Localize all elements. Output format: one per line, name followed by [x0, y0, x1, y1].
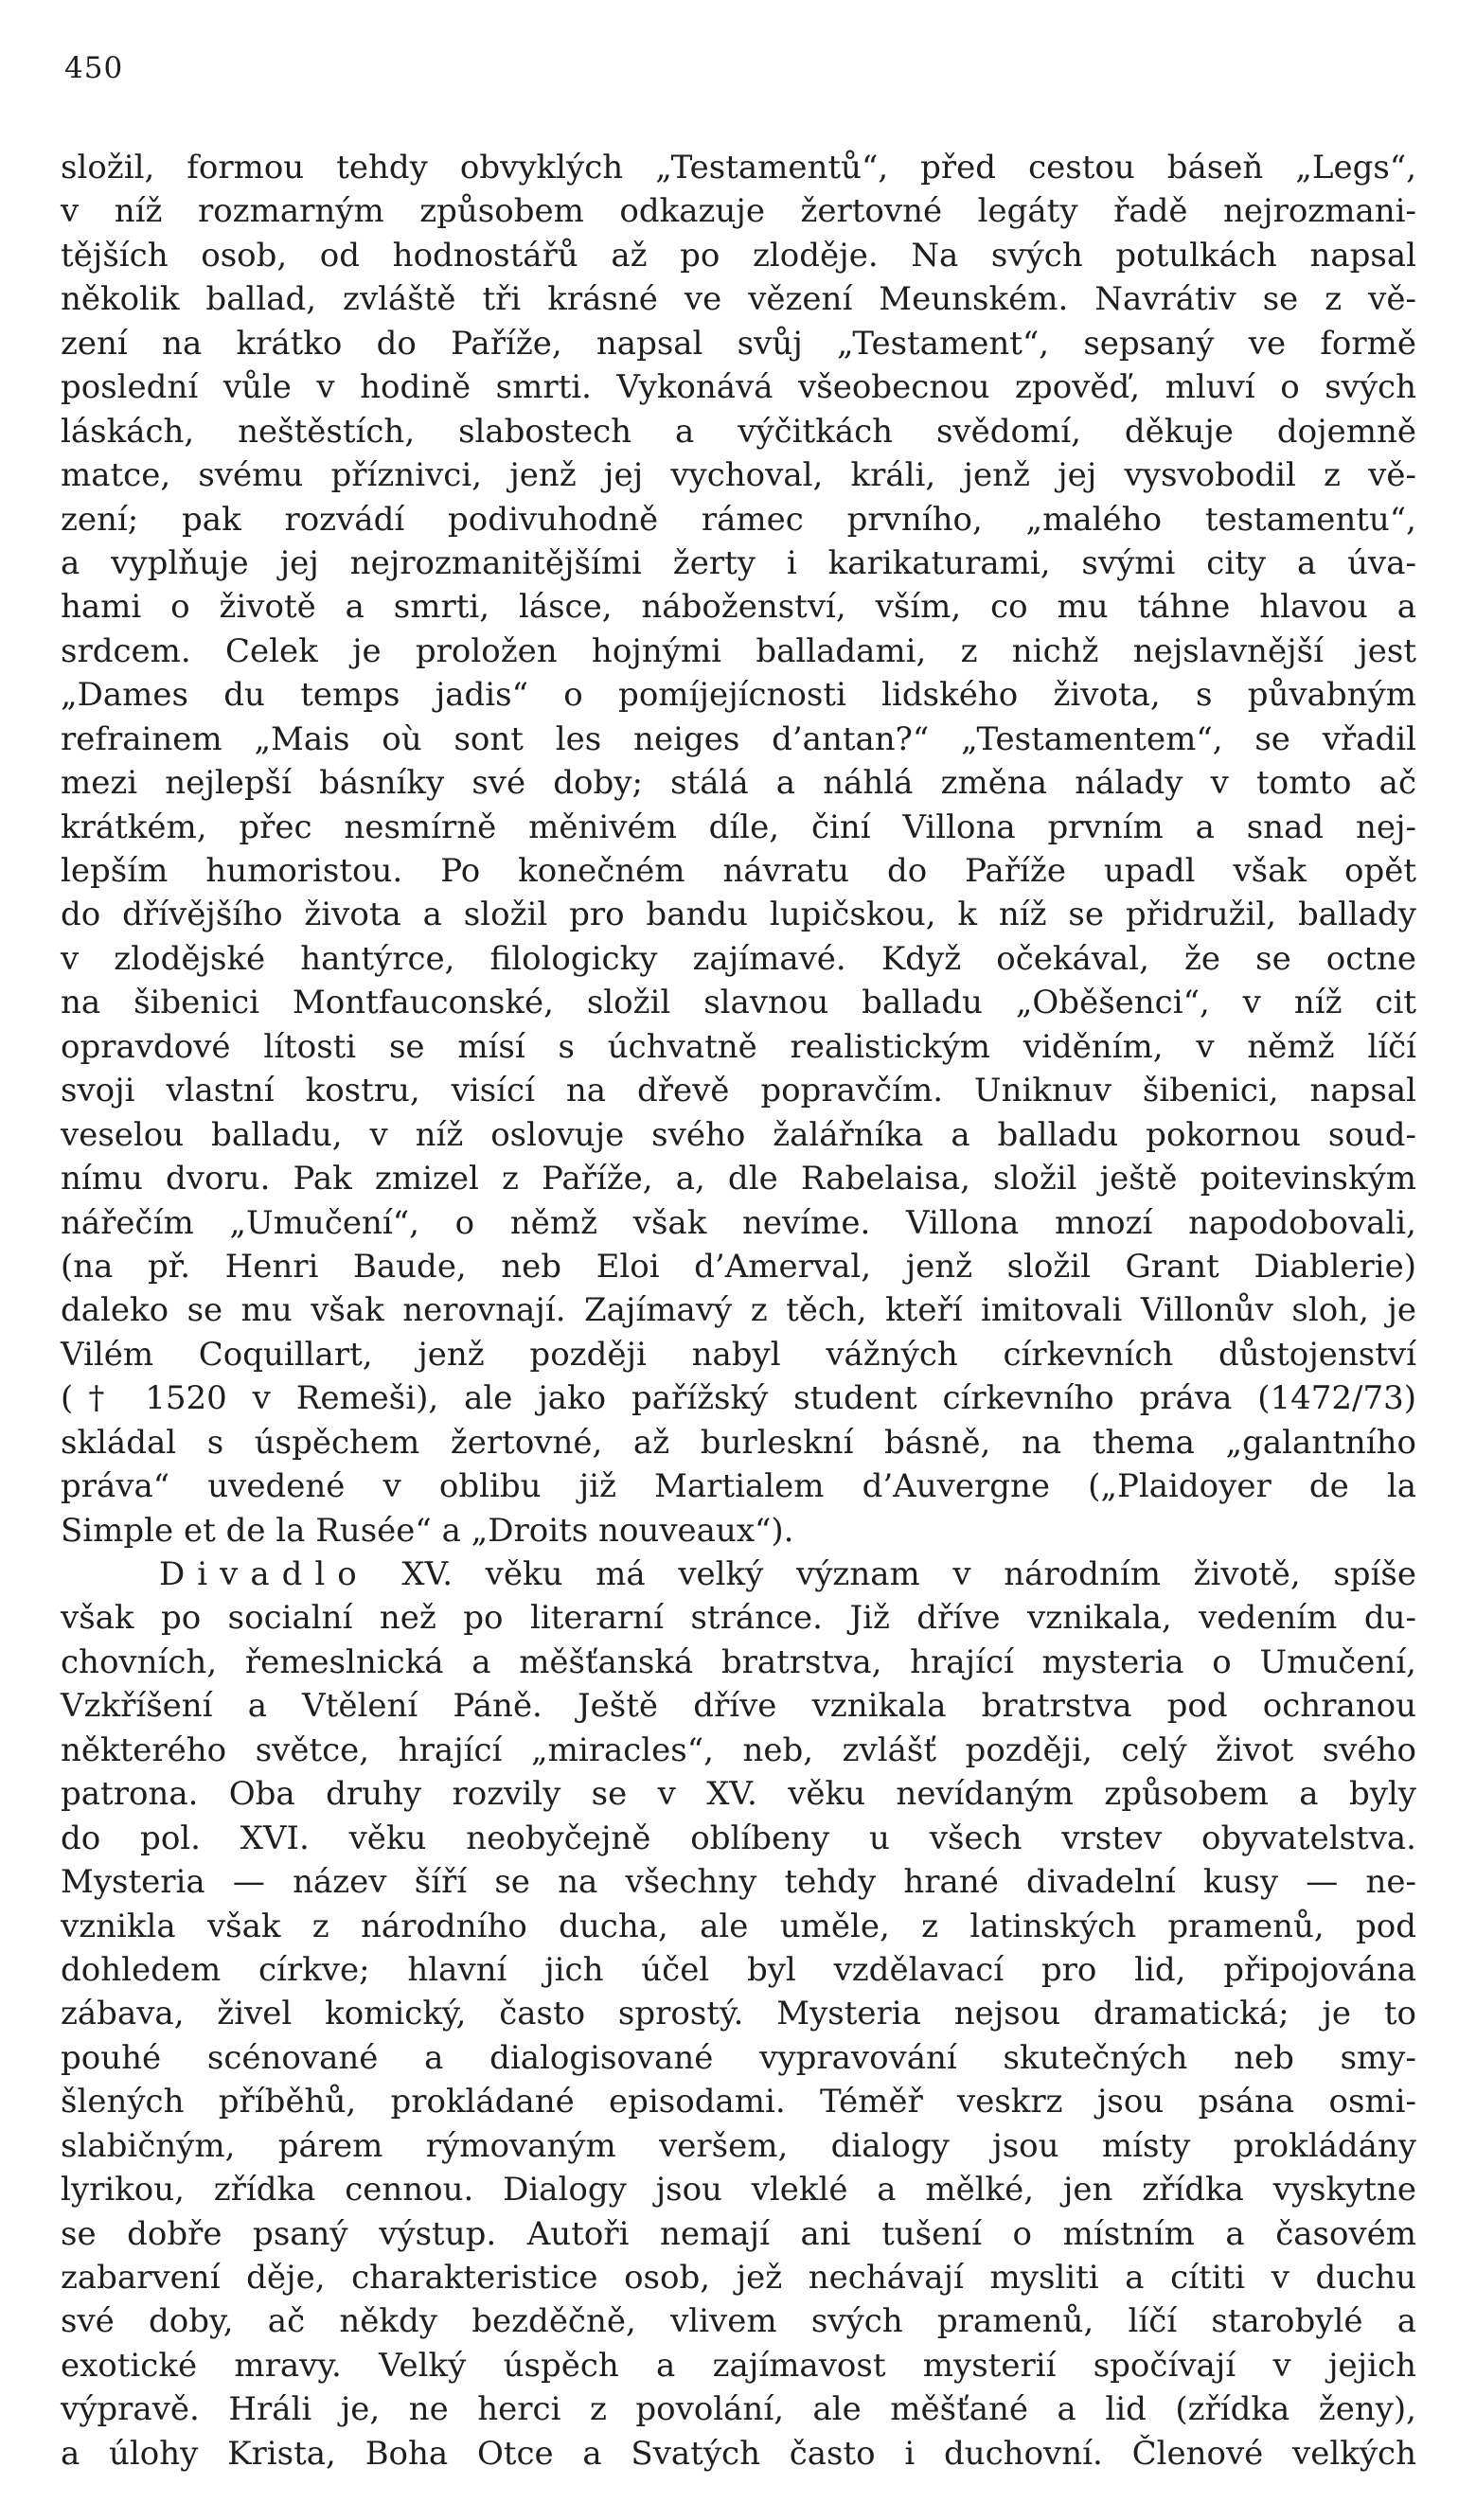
text-line: matce, svému příznivci, jenž jej vychoval, králi, jenž jej vysvobodil z vě- [61, 456, 1416, 495]
text-fragment: XV. věku má velký význam v národním životě, spíše [368, 1555, 1416, 1593]
text-line: slabičným, párem rýmovaným veršem, dialogy jsou místy prokládány [61, 2126, 1416, 2165]
text-line: a úlohy Krista, Boha Otce a Svatých často i duchovní. Členové velkých [61, 2434, 1416, 2473]
spaced-lead-word: Divadlo [159, 1555, 369, 1593]
text-line [61, 1553, 1416, 1596]
text-line: dohledem církve; hlavní jich účel byl vzdělavací pro lid, připojována [61, 1950, 1416, 1989]
text-line: šlených příběhů, prokládané episodami. Téměř veskrz jsou psána osmi- [61, 2083, 1416, 2121]
text-line: zení na krátko do Paříže, napsal svůj „Testament“, sepsaný ve formě [61, 324, 1416, 363]
text-line: pouhé scénované a dialogisované vypravování skutečných neb smy- [61, 2038, 1416, 2077]
text-line: lepším humoristou. Po konečném návratu do Paříže upadl však opět [61, 852, 1416, 890]
text-line [61, 2476, 1416, 2519]
text-line: srdcem. Celek je proložen hojnými balladami, z nichž nejslavnější jest [61, 631, 1416, 670]
text-line: však po socialní než po literarní stránce. Již dříve vznikala, vedením du- [61, 1599, 1416, 1638]
text-line: svoji vlastní kostru, visící na dřevě popravčím. Uniknuv šibenici, napsal [61, 1072, 1416, 1110]
text-line: exotické mravy. Velký úspěch a zajímavost mysterií spočívají v jejich [61, 2346, 1416, 2385]
text-line: své doby, ač někdy bezděčně, vlivem svých pramenů, líčí starobylé a [61, 2302, 1416, 2341]
text-line: Simple et de la Rusée“ a „Droits nouveaux“). [61, 1511, 794, 1550]
text-line: do dřívějšího života a složil pro bandu lupičskou, k níž se přidružil, ballady [61, 896, 1416, 934]
text-line: práva“ uvedené v oblibu již Martialem d’Auvergne („Plaidoyer de la [61, 1467, 1416, 1506]
text-line: mezi nejlepší básníky své doby; stálá a náhlá změna nálady v tomto ač [61, 764, 1416, 803]
text-line: lyrikou, zřídka cennou. Dialogy jsou vleklé a mělké, jen zřídka vyskytne [61, 2171, 1416, 2209]
text-line: Mysteria — název šíří se na všechny tehdy hrané divadelní kusy — ne- [61, 1863, 1416, 1902]
text-line: veselou balladu, v níž oslovuje svého žalářníka a balladu pokornou soud- [61, 1115, 1416, 1154]
text-line: do pol. XVI. věku neobyčejně oblíbeny u všech vrstev obyvatelstva. [61, 1819, 1416, 1857]
text-line: zabarvení děje, charakteristice osob, jež nechávají mysliti a cítiti v duchu [61, 2259, 1416, 2297]
text-line: v zlodějské hantýrce, filologicky zajímavé. Když očekával, že se octne [61, 939, 1416, 978]
text-line: vznikla však z národního ducha, ale uměle, z latinských pramenů, pod [61, 1907, 1416, 1945]
text-line: zábava, živel komický, často sprostý. Mysteria nejsou dramatická; je to [61, 1995, 1416, 2033]
text-line: se dobře psaný výstup. Autoři nemají ani tušení o místním a časovém [61, 2214, 1416, 2253]
text-line: patrona. Oba druhy rozvily se v XV. věku nevídaným způsobem a byly [61, 1775, 1416, 1814]
text-line: nářečím „Umučení“, o němž však nevíme. Villona mnozí napodobovali, [61, 1203, 1416, 1242]
text-line: (na př. Henri Baude, neb Eloi d’Amerval, jenž složil Grant Diablerie) [61, 1247, 1416, 1286]
text-line: chovních, řemeslnická a měšťanská bratrstva, hrající mysteria o Umučení, [61, 1642, 1416, 1681]
text-line: a vyplňuje jej nejrozmanitějšími žerty i karikaturami, svými city a úva- [61, 543, 1416, 582]
text-line: některého světce, hrající „miracles“, neb, zvlášť později, celý život svého [61, 1730, 1416, 1769]
text-line: daleko se mu však nerovnají. Zajímavý z těch, kteří imitovali Villonův sloh, je [61, 1291, 1416, 1330]
text-line: opravdové lítosti se mísí s úchvatně realistickým viděním, v němž líčí [61, 1027, 1416, 1066]
text-line: († 1520 v Remeši), ale jako pařížský student církevního práva (1472/73) [61, 1379, 1416, 1418]
text-line: hami o životě a smrti, lásce, náboženství, vším, co mu táhne hlavou a [61, 588, 1416, 627]
text-line: několik ballad, zvláště tři krásné ve vězení Meunském. Navrátiv se z vě- [61, 280, 1416, 319]
text-line: v níž rozmarným způsobem odkazuje žertovné legáty řadě nejrozmani- [61, 192, 1416, 231]
text-line: láskách, neštěstích, slabostech a výčitkách svědomí, děkuje dojemně [61, 412, 1416, 451]
body-text [61, 146, 1416, 2520]
text-line: Vzkříšení a Vtělení Páně. Ještě dříve vznikala bratrstva pod ochranou [61, 1687, 1416, 1726]
text-line: „Dames du temps jadis“ o pomíjejícnosti lidského života, s půvabným [61, 676, 1416, 715]
page-number: 450 [64, 51, 124, 85]
text-line: refrainem „Mais où sont les neiges d’antan?“ „Testamentem“, se vřadil [61, 719, 1416, 758]
text-line: výpravě. Hráli je, ne herci z povolání, ale měšťané a lid (zřídka ženy), [61, 2390, 1416, 2429]
text-line: složil, formou tehdy obvyklých „Testamentů“, před cestou báseň „Legs“, [61, 149, 1416, 186]
text-line: skládal s úspěchem žertovné, až burleskní básně, na thema „galantního [61, 1423, 1416, 1462]
text-line: Vilém Coquillart, jenž později nabyl vážných církevních důstojenství [61, 1335, 1416, 1374]
text-line: krátkém, přec nesmírně měnivém díle, činí Villona prvním a snad nej- [61, 807, 1416, 846]
text-line: poslední vůle v hodině smrti. Vykonává všeobecnou zpověď, mluví o svých [61, 368, 1416, 407]
text-line: tějších osob, od hodnostářů až po zloděje. Na svých potulkách napsal [61, 236, 1416, 275]
text-line: nímu dvoru. Pak zmizel z Paříže, a, dle Rabelaisa, složil ještě poitevinským [61, 1160, 1416, 1198]
text-line: na šibenici Montfauconské, složil slavnou balladu „Oběšenci“, v níž cit [61, 984, 1416, 1022]
text-line: zení; pak rozvádí podivuhodně rámec prvního, „malého testamentu“, [61, 500, 1416, 539]
